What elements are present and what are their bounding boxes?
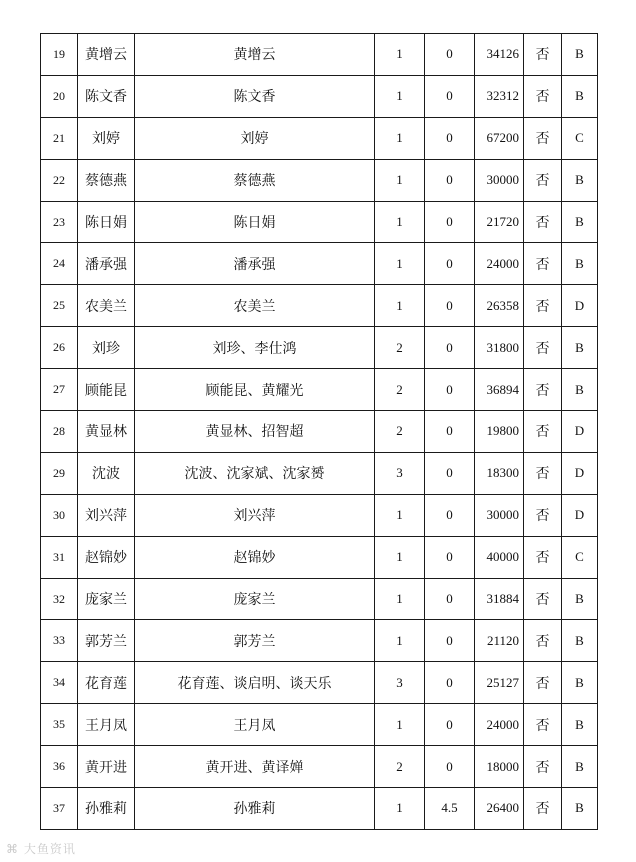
cell-number: 35 [41, 704, 78, 746]
cell-grade: B [562, 243, 598, 285]
cell-grade: B [562, 369, 598, 411]
cell-flag: 否 [524, 704, 562, 746]
cell-count: 3 [375, 662, 425, 704]
cell-head-name: 黄开进 [78, 746, 135, 788]
watermark [6, 840, 76, 857]
cell-members: 刘珍、李仕鸿 [135, 327, 375, 369]
cell-members: 蔡德燕 [135, 159, 375, 201]
cell-head-name: 顾能昆 [78, 369, 135, 411]
cell-amount: 24000 [475, 243, 524, 285]
watermark-icon: ⌘ [6, 842, 19, 856]
cell-number: 30 [41, 494, 78, 536]
cell-number: 31 [41, 536, 78, 578]
cell-grade: B [562, 620, 598, 662]
household-table [40, 33, 598, 830]
cell-head-name: 花育莲 [78, 662, 135, 704]
cell-number: 36 [41, 746, 78, 788]
cell-grade: B [562, 75, 598, 117]
cell-flag: 否 [524, 452, 562, 494]
cell-count: 2 [375, 327, 425, 369]
cell-number: 37 [41, 788, 78, 830]
cell-count: 1 [375, 201, 425, 243]
cell-number: 29 [41, 452, 78, 494]
table-row [41, 159, 598, 201]
cell-count: 2 [375, 411, 425, 453]
cell-members: 刘兴萍 [135, 494, 375, 536]
cell-flag: 否 [524, 369, 562, 411]
cell-members: 潘承强 [135, 243, 375, 285]
cell-head-name: 庞家兰 [78, 578, 135, 620]
cell-count: 1 [375, 704, 425, 746]
cell-grade: D [562, 494, 598, 536]
cell-count: 1 [375, 494, 425, 536]
cell-extra: 0 [425, 159, 475, 201]
cell-flag: 否 [524, 34, 562, 76]
cell-amount: 31800 [475, 327, 524, 369]
cell-count: 1 [375, 285, 425, 327]
cell-number: 32 [41, 578, 78, 620]
document-table-container [40, 33, 597, 830]
cell-amount: 30000 [475, 494, 524, 536]
cell-extra: 0 [425, 327, 475, 369]
cell-head-name: 陈文香 [78, 75, 135, 117]
cell-grade: B [562, 201, 598, 243]
table-row [41, 117, 598, 159]
table-row [41, 285, 598, 327]
cell-number: 27 [41, 369, 78, 411]
cell-grade: B [562, 159, 598, 201]
table-row [41, 75, 598, 117]
cell-head-name: 郭芳兰 [78, 620, 135, 662]
cell-number: 24 [41, 243, 78, 285]
cell-flag: 否 [524, 117, 562, 159]
cell-extra: 0 [425, 536, 475, 578]
cell-extra: 0 [425, 369, 475, 411]
cell-flag: 否 [524, 788, 562, 830]
cell-members: 花育莲、谈启明、谈天乐 [135, 662, 375, 704]
cell-members: 赵锦妙 [135, 536, 375, 578]
cell-head-name: 潘承强 [78, 243, 135, 285]
cell-amount: 18300 [475, 452, 524, 494]
cell-extra: 0 [425, 411, 475, 453]
cell-amount: 21120 [475, 620, 524, 662]
cell-extra: 0 [425, 452, 475, 494]
cell-members: 沈波、沈家斌、沈家赟 [135, 452, 375, 494]
table-row [41, 34, 598, 76]
table-body [41, 34, 598, 830]
cell-extra: 0 [425, 662, 475, 704]
cell-extra: 0 [425, 746, 475, 788]
cell-members: 孙雅莉 [135, 788, 375, 830]
cell-grade: B [562, 578, 598, 620]
cell-number: 33 [41, 620, 78, 662]
cell-number: 26 [41, 327, 78, 369]
cell-count: 1 [375, 788, 425, 830]
cell-flag: 否 [524, 578, 562, 620]
cell-grade: B [562, 788, 598, 830]
cell-members: 陈日娟 [135, 201, 375, 243]
cell-head-name: 陈日娟 [78, 201, 135, 243]
cell-count: 1 [375, 75, 425, 117]
cell-grade: B [562, 327, 598, 369]
cell-extra: 0 [425, 578, 475, 620]
cell-number: 23 [41, 201, 78, 243]
table-row [41, 788, 598, 830]
cell-grade: D [562, 285, 598, 327]
cell-head-name: 黄显林 [78, 411, 135, 453]
cell-flag: 否 [524, 536, 562, 578]
cell-head-name: 刘珍 [78, 327, 135, 369]
cell-amount: 21720 [475, 201, 524, 243]
cell-count: 1 [375, 159, 425, 201]
cell-members: 顾能昆、黄耀光 [135, 369, 375, 411]
cell-members: 黄显林、招智超 [135, 411, 375, 453]
table-row [41, 452, 598, 494]
cell-members: 王月凤 [135, 704, 375, 746]
cell-extra: 0 [425, 243, 475, 285]
cell-grade: D [562, 452, 598, 494]
cell-grade: D [562, 411, 598, 453]
cell-flag: 否 [524, 243, 562, 285]
cell-count: 1 [375, 578, 425, 620]
cell-extra: 0 [425, 494, 475, 536]
cell-head-name: 黄增云 [78, 34, 135, 76]
cell-grade: B [562, 704, 598, 746]
cell-extra: 0 [425, 117, 475, 159]
cell-count: 1 [375, 243, 425, 285]
cell-count: 1 [375, 117, 425, 159]
cell-grade: C [562, 536, 598, 578]
table-row [41, 494, 598, 536]
cell-head-name: 农美兰 [78, 285, 135, 327]
cell-flag: 否 [524, 494, 562, 536]
cell-flag: 否 [524, 285, 562, 327]
cell-flag: 否 [524, 620, 562, 662]
cell-number: 28 [41, 411, 78, 453]
cell-members: 郭芳兰 [135, 620, 375, 662]
cell-flag: 否 [524, 75, 562, 117]
cell-amount: 24000 [475, 704, 524, 746]
cell-grade: B [562, 34, 598, 76]
table-row [41, 243, 598, 285]
table-row [41, 704, 598, 746]
table-row [41, 327, 598, 369]
cell-grade: B [562, 746, 598, 788]
cell-grade: C [562, 117, 598, 159]
table-row [41, 536, 598, 578]
cell-members: 刘婷 [135, 117, 375, 159]
table-row [41, 578, 598, 620]
cell-flag: 否 [524, 746, 562, 788]
table-row [41, 746, 598, 788]
cell-amount: 26358 [475, 285, 524, 327]
cell-flag: 否 [524, 201, 562, 243]
cell-amount: 67200 [475, 117, 524, 159]
cell-count: 2 [375, 746, 425, 788]
cell-flag: 否 [524, 159, 562, 201]
cell-number: 20 [41, 75, 78, 117]
cell-number: 21 [41, 117, 78, 159]
cell-extra: 0 [425, 34, 475, 76]
cell-members: 陈文香 [135, 75, 375, 117]
cell-extra: 0 [425, 285, 475, 327]
cell-number: 19 [41, 34, 78, 76]
cell-count: 2 [375, 369, 425, 411]
table-row [41, 411, 598, 453]
cell-amount: 25127 [475, 662, 524, 704]
cell-extra: 4.5 [425, 788, 475, 830]
cell-head-name: 刘兴萍 [78, 494, 135, 536]
cell-extra: 0 [425, 704, 475, 746]
table-row [41, 201, 598, 243]
cell-flag: 否 [524, 327, 562, 369]
cell-count: 1 [375, 620, 425, 662]
cell-count: 3 [375, 452, 425, 494]
cell-extra: 0 [425, 201, 475, 243]
cell-flag: 否 [524, 411, 562, 453]
cell-head-name: 蔡德燕 [78, 159, 135, 201]
cell-head-name: 孙雅莉 [78, 788, 135, 830]
cell-amount: 40000 [475, 536, 524, 578]
cell-amount: 36894 [475, 369, 524, 411]
cell-head-name: 王月凤 [78, 704, 135, 746]
cell-members: 黄增云 [135, 34, 375, 76]
cell-extra: 0 [425, 620, 475, 662]
table-row [41, 662, 598, 704]
cell-head-name: 赵锦妙 [78, 536, 135, 578]
cell-amount: 30000 [475, 159, 524, 201]
cell-amount: 32312 [475, 75, 524, 117]
watermark-text: 大鱼资讯 [23, 842, 76, 856]
cell-count: 1 [375, 536, 425, 578]
cell-amount: 31884 [475, 578, 524, 620]
cell-members: 农美兰 [135, 285, 375, 327]
cell-number: 22 [41, 159, 78, 201]
cell-head-name: 沈波 [78, 452, 135, 494]
cell-extra: 0 [425, 75, 475, 117]
cell-grade: B [562, 662, 598, 704]
table-row [41, 369, 598, 411]
table-row [41, 620, 598, 662]
cell-amount: 26400 [475, 788, 524, 830]
cell-number: 34 [41, 662, 78, 704]
cell-members: 庞家兰 [135, 578, 375, 620]
cell-count: 1 [375, 34, 425, 76]
cell-amount: 18000 [475, 746, 524, 788]
cell-head-name: 刘婷 [78, 117, 135, 159]
cell-number: 25 [41, 285, 78, 327]
cell-amount: 19800 [475, 411, 524, 453]
cell-flag: 否 [524, 662, 562, 704]
cell-members: 黄开进、黄译婵 [135, 746, 375, 788]
cell-amount: 34126 [475, 34, 524, 76]
